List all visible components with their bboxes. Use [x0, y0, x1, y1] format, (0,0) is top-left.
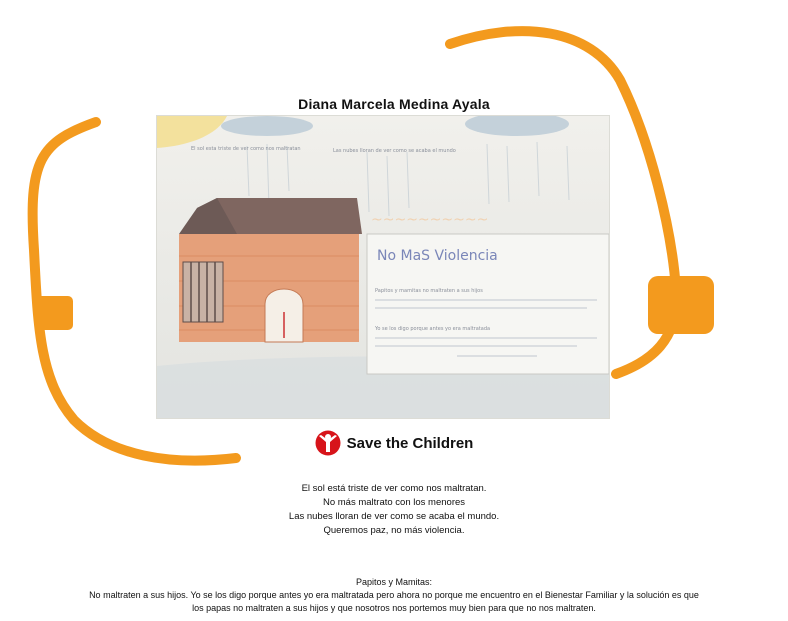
letter: [0, 576, 788, 615]
author-name: Diana Marcela Medina Ayala: [298, 96, 490, 112]
drawing-paragraph-1: Papitos y mamitas no maltraten a sus hijos: [375, 288, 483, 294]
cloud-shape: [221, 116, 313, 136]
poem: [0, 482, 788, 538]
drawing-top-text-left: El sol esta triste de ver como nos maltratan: [191, 146, 301, 152]
child-arms-raised-icon: [315, 430, 341, 456]
letter-line: los papas no maltraten a sus hijos y que nosotros nos portemos muy bien para que no nos maltraten.: [192, 603, 596, 613]
letter-greeting: Papitos y Mamitas:: [355, 577, 433, 587]
poem-line: El sol está triste de ver como nos maltratan.: [301, 483, 487, 494]
poem-line: Queremos paz, no más violencia.: [323, 525, 465, 536]
child-drawing: [157, 116, 609, 418]
logo-label: Save the Children: [346, 434, 474, 452]
left-bracket-node: [35, 296, 73, 330]
drawing-paragraph-2: Yo se los digo porque antes yo era maltratada: [375, 326, 491, 332]
right-bracket-node: [648, 276, 714, 334]
poem-line: No más maltrato con los menores: [322, 497, 466, 508]
drawing-title-text: No MaS Violencia: [377, 248, 498, 264]
house-drawing: [179, 198, 362, 342]
letter-line: No maltraten a sus hijos. Yo se los digo porque antes yo era maltratada pero ahora no porque me encuentro en el Bienestar Familiar y la solución es que: [89, 590, 699, 600]
save-the-children-logo: [0, 428, 788, 458]
poem-line: Las nubes lloran de ver como se acaba el mundo.: [288, 511, 500, 522]
svg-text:~~~~~~~~~~: ~~~~~~~~~~: [371, 212, 489, 228]
drawing-top-text-right: Las nubes lloran de ver como se acaba el mundo: [333, 148, 456, 154]
